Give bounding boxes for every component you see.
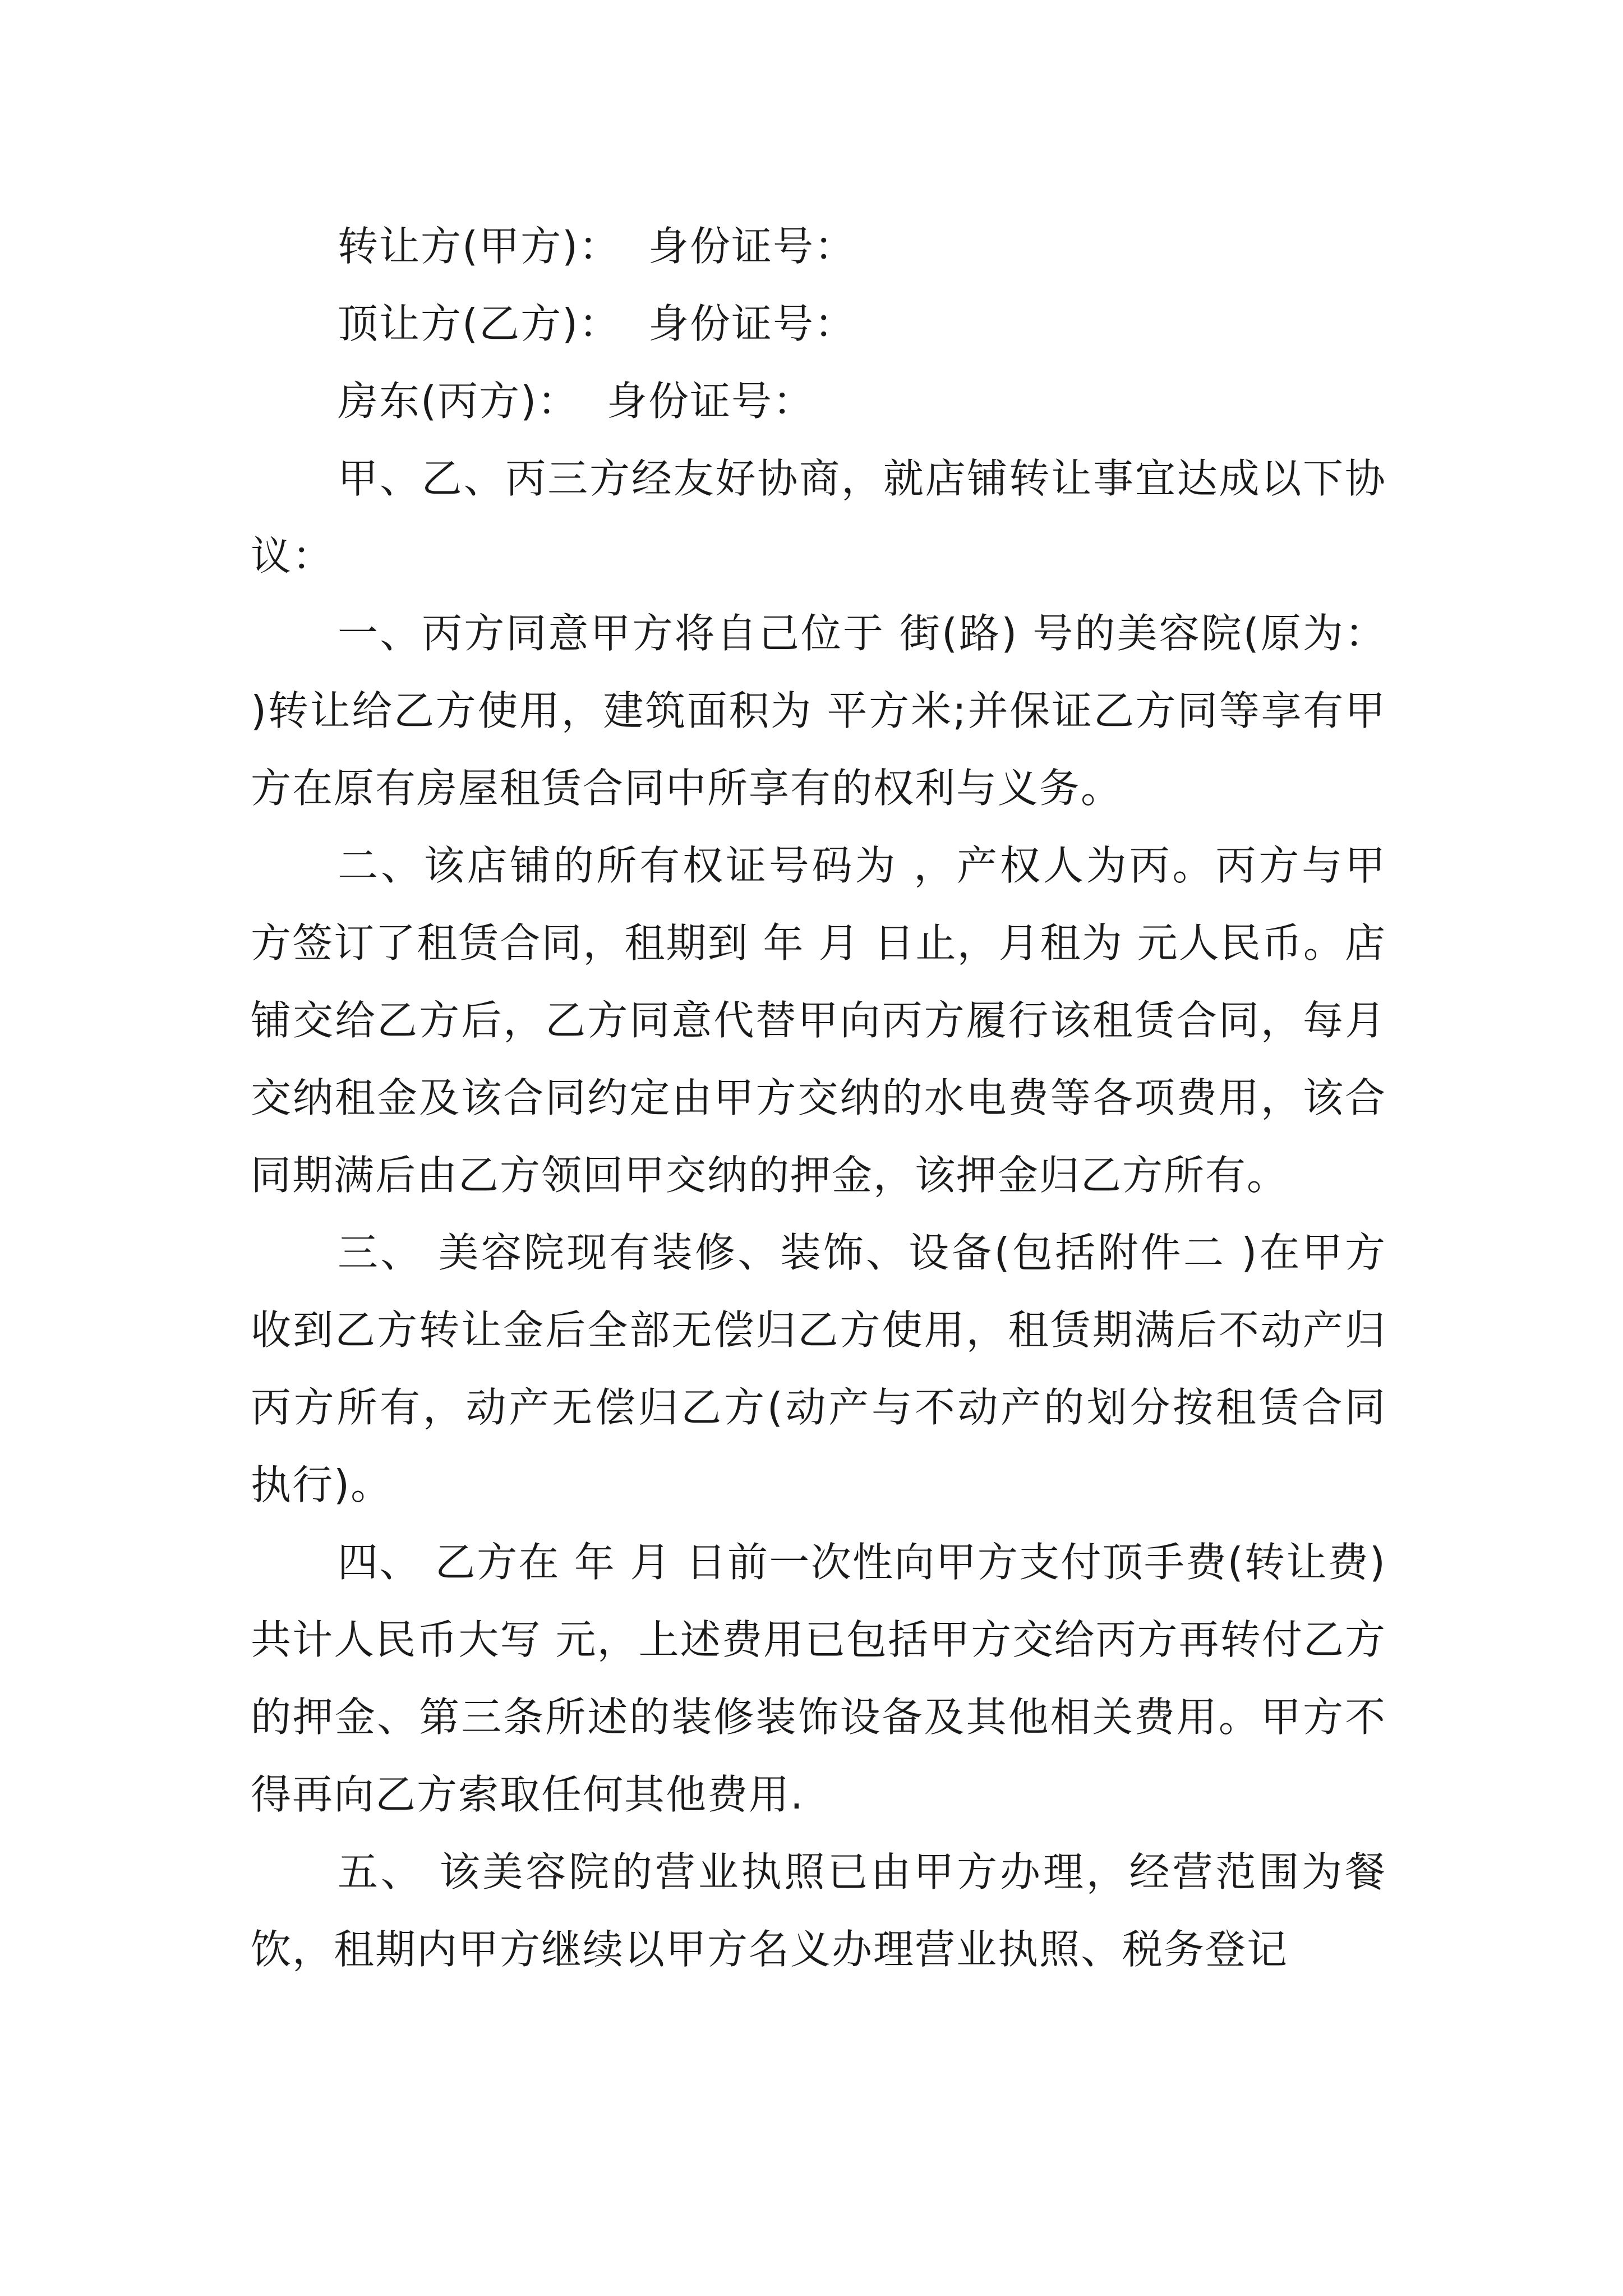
- transferor-line: 转让方(甲方)： 身份证号：: [338, 223, 856, 270]
- intro-paragraph: 甲、乙、丙三方经友好协商，就店铺转让事宜达成以下协议：: [251, 455, 1386, 579]
- clause-4: 四、 乙方在 年 月 日前一次性向甲方支付顶手费(转让费)共计人民币大写 元，上述费用已包括甲方交给丙方再转付乙方的押金、第三条所述的装修装饰设备及其他相关费用。甲方不得再向乙方索取任何其他费用.: [251, 1539, 1386, 1818]
- clause-2: 二、该店铺的所有权证号码为 ，产权人为丙。丙方与甲方签订了租赁合同，租期到 年 月 日止，月租为 元人民币。店铺交给乙方后，乙方同意代替甲向丙方履行该租赁合同，每月交纳租金及该合同约定由甲方交纳的水电费等各项费用，该合同期满后由乙方领回甲交纳的押金，该押金归乙方所有。: [251, 842, 1386, 1199]
- clause-5: 五、 该美容院的营业执照已由甲方办理，经营范围为餐饮，租期内甲方继续以甲方名义办理营业执照、税务登记: [251, 1848, 1386, 1973]
- contract-page: [251, 208, 1386, 1988]
- clause-1: 一、丙方同意甲方将自己位于 街(路) 号的美容院(原为： )转让给乙方使用，建筑面积为 平方米;并保证乙方同等享有甲方在原有房屋租赁合同中所享有的权利与义务。: [251, 610, 1386, 812]
- transferee-line: 顶让方(乙方)： 身份证号：: [338, 300, 856, 347]
- landlord-line: 房东(丙方)： 身份证号：: [338, 378, 814, 425]
- clause-3: 三、 美容院现有装修、装饰、设备(包括附件二 )在甲方收到乙方转让金后全部无偿归乙方使用，租赁期满后不动产归丙方所有，动产无偿归乙方(动产与不动产的划分按租赁合同执行)。: [251, 1229, 1386, 1508]
